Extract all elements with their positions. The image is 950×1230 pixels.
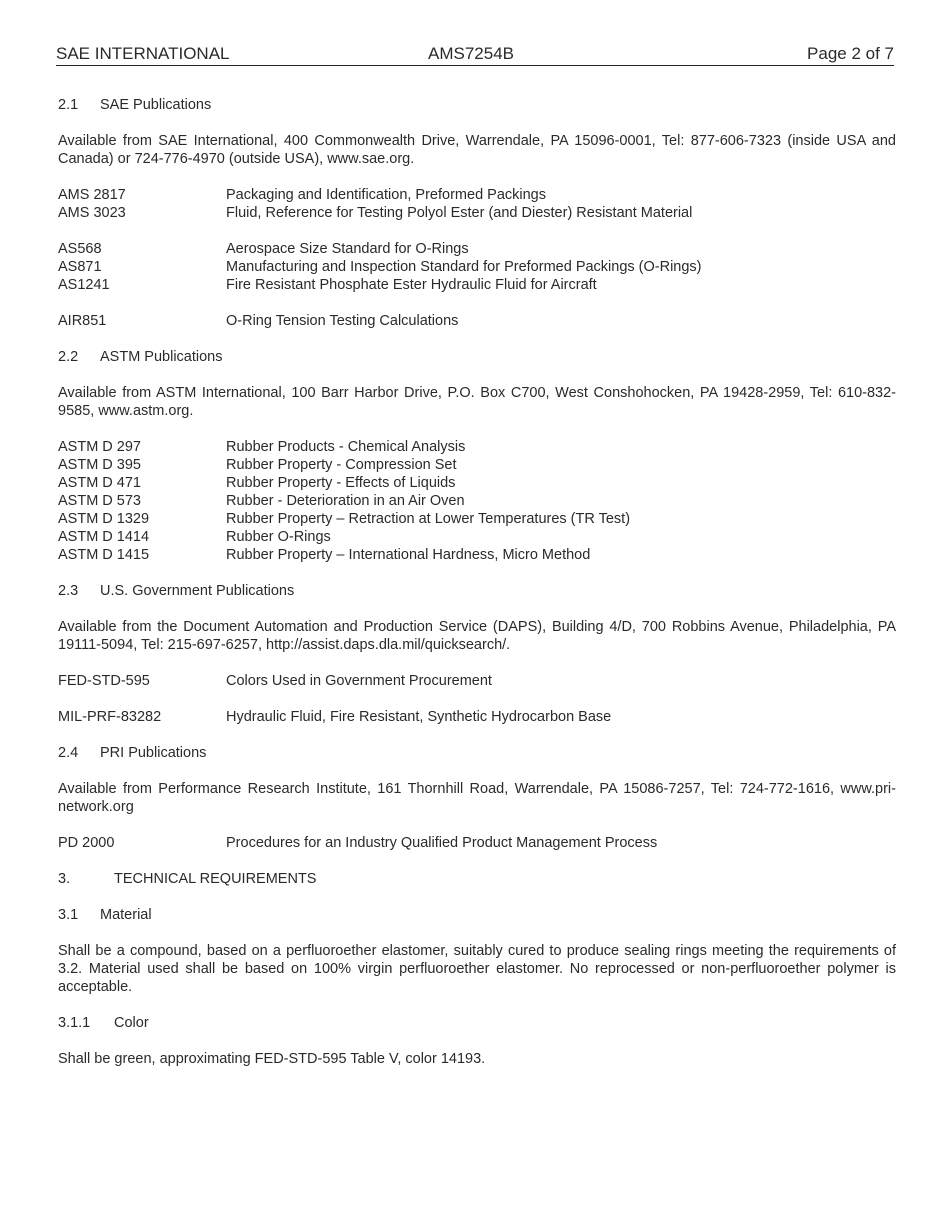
section-2-3-availability: Available from the Document Automation and Production Service (DAPS), Building 4/D, 700 Robbins Avenue, Philadelphia, PA 19111-5094, Tel: 215-697-6257, http://assist.daps.dla.mil/quicksearch/. — [58, 619, 896, 653]
section-2-1-heading — [58, 96, 896, 114]
section-title: SAE Publications — [100, 97, 212, 113]
reference-title: Rubber Property - Compression Set — [226, 457, 457, 473]
section-number: 2.2 — [58, 349, 79, 365]
header-document-number: AMS7254B — [428, 44, 514, 63]
page-header — [56, 44, 894, 66]
reference-title: O-Ring Tension Testing Calculations — [226, 313, 459, 329]
reference-item — [58, 186, 896, 204]
reference-code: AIR851 — [58, 313, 107, 329]
reference-item — [58, 834, 896, 852]
reference-list-air — [58, 312, 896, 330]
reference-title: Rubber Products - Chemical Analysis — [226, 439, 466, 455]
reference-title: Rubber Property - Effects of Liquids — [226, 475, 456, 491]
section-number: 2.1 — [58, 97, 79, 113]
reference-code: ASTM D 297 — [58, 439, 141, 455]
reference-list-mil — [58, 708, 896, 726]
header-page-number: Page 2 of 7 — [807, 44, 894, 63]
reference-code: ASTM D 1415 — [58, 547, 150, 563]
reference-code: ASTM D 1414 — [58, 529, 150, 545]
section-number: 3. — [58, 871, 71, 887]
reference-list-as — [58, 240, 896, 294]
reference-title: Packaging and Identification, Preformed Packings — [226, 187, 546, 203]
section-3-1-text: Shall be a compound, based on a perfluoroether elastomer, suitably cured to produce sealing rings meeting the requirements of 3.2. Material used shall be based on 100% virgin perfluoroether elastomer. No reprocessed or non-perfluoroether polymer is acceptable. — [58, 943, 896, 995]
section-title: Color — [114, 1015, 149, 1031]
reference-item — [58, 510, 896, 528]
reference-code: ASTM D 573 — [58, 493, 141, 509]
section-2-1-availability: Available from SAE International, 400 Commonwealth Drive, Warrendale, PA 15096-0001, Tel: 877-606-7323 (inside USA and Canada) or 724-776-4970 (outside USA), www.sae.org. — [58, 133, 896, 167]
section-3-1-1-heading — [58, 1014, 896, 1032]
reference-title: Procedures for an Industry Qualified Product Management Process — [226, 835, 658, 851]
reference-code: PD 2000 — [58, 835, 115, 851]
reference-item — [58, 438, 896, 456]
reference-code: AMS 2817 — [58, 187, 126, 203]
section-3-heading — [58, 870, 896, 888]
reference-title: Fire Resistant Phosphate Ester Hydraulic Fluid for Aircraft — [226, 277, 597, 293]
section-title: TECHNICAL REQUIREMENTS — [114, 871, 317, 887]
reference-title: Aerospace Size Standard for O-Rings — [226, 241, 469, 257]
reference-item — [58, 528, 896, 546]
reference-item — [58, 312, 896, 330]
reference-item — [58, 672, 896, 690]
section-2-2-heading — [58, 348, 896, 366]
reference-list-fed — [58, 672, 896, 690]
reference-item — [58, 204, 896, 222]
reference-code: AS871 — [58, 259, 102, 275]
section-number: 3.1.1 — [58, 1015, 91, 1031]
reference-code: AMS 3023 — [58, 205, 126, 221]
reference-title: Fluid, Reference for Testing Polyol Ester (and Diester) Resistant Material — [226, 205, 693, 221]
section-2-4-availability: Available from Performance Research Institute, 161 Thornhill Road, Warrendale, PA 15086-7257, Tel: 724-772-1616, www.pri-network.org — [58, 781, 896, 815]
reference-item — [58, 240, 896, 258]
reference-code: AS568 — [58, 241, 102, 257]
reference-item — [58, 546, 896, 564]
reference-title: Manufacturing and Inspection Standard for Preformed Packings (O-Rings) — [226, 259, 702, 275]
document-body — [58, 96, 896, 1068]
reference-code: FED-STD-595 — [58, 673, 150, 689]
reference-item — [58, 276, 896, 294]
reference-title: Rubber Property – International Hardness, Micro Method — [226, 547, 591, 563]
reference-item — [58, 258, 896, 276]
section-3-1-heading — [58, 906, 896, 924]
reference-list-pri — [58, 834, 896, 852]
reference-code: ASTM D 471 — [58, 475, 141, 491]
reference-code: AS1241 — [58, 277, 110, 293]
section-3-1-1-text: Shall be green, approximating FED-STD-595 Table V, color 14193. — [58, 1051, 486, 1067]
section-title: Material — [100, 907, 152, 923]
reference-list-astm — [58, 438, 896, 564]
section-number: 3.1 — [58, 907, 79, 923]
section-title: ASTM Publications — [100, 349, 223, 365]
reference-item — [58, 474, 896, 492]
reference-list-ams — [58, 186, 896, 222]
section-number: 2.4 — [58, 745, 79, 761]
section-number: 2.3 — [58, 583, 79, 599]
reference-title: Colors Used in Government Procurement — [226, 673, 492, 689]
section-title: U.S. Government Publications — [100, 583, 295, 599]
reference-code: MIL-PRF-83282 — [58, 709, 162, 725]
reference-title: Rubber - Deterioration in an Air Oven — [226, 493, 465, 509]
reference-item — [58, 456, 896, 474]
section-2-4-heading — [58, 744, 896, 762]
reference-title: Rubber Property – Retraction at Lower Temperatures (TR Test) — [226, 511, 631, 527]
section-2-2-availability: Available from ASTM International, 100 Barr Harbor Drive, P.O. Box C700, West Conshohocken, PA 19428-2959, Tel: 610-832-9585, www.astm.org. — [58, 385, 896, 419]
reference-code: ASTM D 395 — [58, 457, 141, 473]
section-2-3-heading — [58, 582, 896, 600]
reference-code: ASTM D 1329 — [58, 511, 150, 527]
section-title: PRI Publications — [100, 745, 207, 761]
reference-item — [58, 492, 896, 510]
header-organization: SAE INTERNATIONAL — [56, 44, 230, 63]
reference-title: Hydraulic Fluid, Fire Resistant, Synthetic Hydrocarbon Base — [226, 709, 612, 725]
reference-item — [58, 708, 896, 726]
reference-title: Rubber O-Rings — [226, 529, 331, 545]
